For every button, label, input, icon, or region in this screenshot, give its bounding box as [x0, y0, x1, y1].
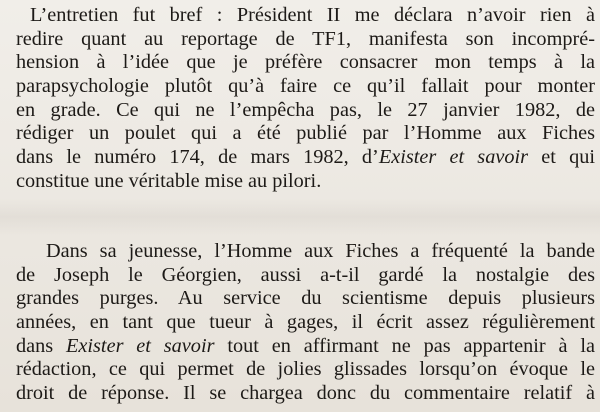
text-run: de Joseph le Géorgien, aussi a-t-il gardé la nostalgie des	[16, 263, 595, 286]
text-run: dans	[16, 334, 67, 357]
text-run: constitue une véritable mise au pilori.	[16, 169, 322, 192]
text-run: rédaction, ce qui permet de jolies glissades lorsqu’on évoque le	[16, 358, 595, 381]
text-run: droit de réponse. Il se chargea donc du commentaire relatif à	[16, 382, 595, 405]
text-run: dans le numéro 174, de mars 1982, d’	[16, 146, 379, 169]
text-line	[16, 28, 595, 52]
text-line	[16, 382, 595, 406]
text-run: grandes purges. Au service du scientisme depuis plusieurs	[16, 287, 595, 310]
text-run: tout en affirmant ne pas appartenir à la	[214, 334, 595, 357]
show-through-shadow	[0, 198, 600, 236]
text-line	[16, 51, 595, 75]
text-line	[16, 122, 595, 146]
text-run: et qui	[528, 146, 595, 169]
text-line	[16, 146, 595, 170]
text-run: rédiger un poulet qui a été publié par l’Homme aux Fiches	[16, 122, 595, 145]
text-run: L’entretien fut bref : Président II me déclara n’avoir rien à	[30, 4, 595, 26]
paragraph-1	[16, 4, 595, 194]
text-line	[16, 311, 595, 335]
text-line	[16, 240, 595, 264]
text-run: en grade. Ce qui ne l’empêcha pas, le 27 janvier 1982, de	[16, 98, 595, 121]
text-run: années, en tant que tueur à gages, il écrit assez régulièrement	[16, 311, 595, 334]
text-line	[16, 264, 595, 288]
text-run: redire quant au reportage de TF1, manifesta son incompré-	[16, 27, 595, 50]
text-run: Dans sa jeunesse, l’Homme aux Fiches a fréquenté la bande	[46, 240, 595, 262]
text-run: hension à l’idée que je préfère consacrer mon temps à la	[16, 51, 595, 74]
text-line	[16, 99, 595, 123]
paragraph-2	[16, 240, 595, 406]
italic-title: Exister et savoir	[66, 334, 215, 357]
text-run: parapsychologie plutôt qu’à faire ce qu’il fallait pour monter	[16, 75, 595, 98]
text-line	[16, 4, 595, 28]
text-line	[16, 75, 595, 99]
text-line	[16, 170, 595, 194]
italic-title: Exister et savoir	[378, 146, 529, 169]
text-line	[16, 287, 595, 311]
text-line	[16, 358, 595, 382]
text-line	[16, 335, 595, 359]
